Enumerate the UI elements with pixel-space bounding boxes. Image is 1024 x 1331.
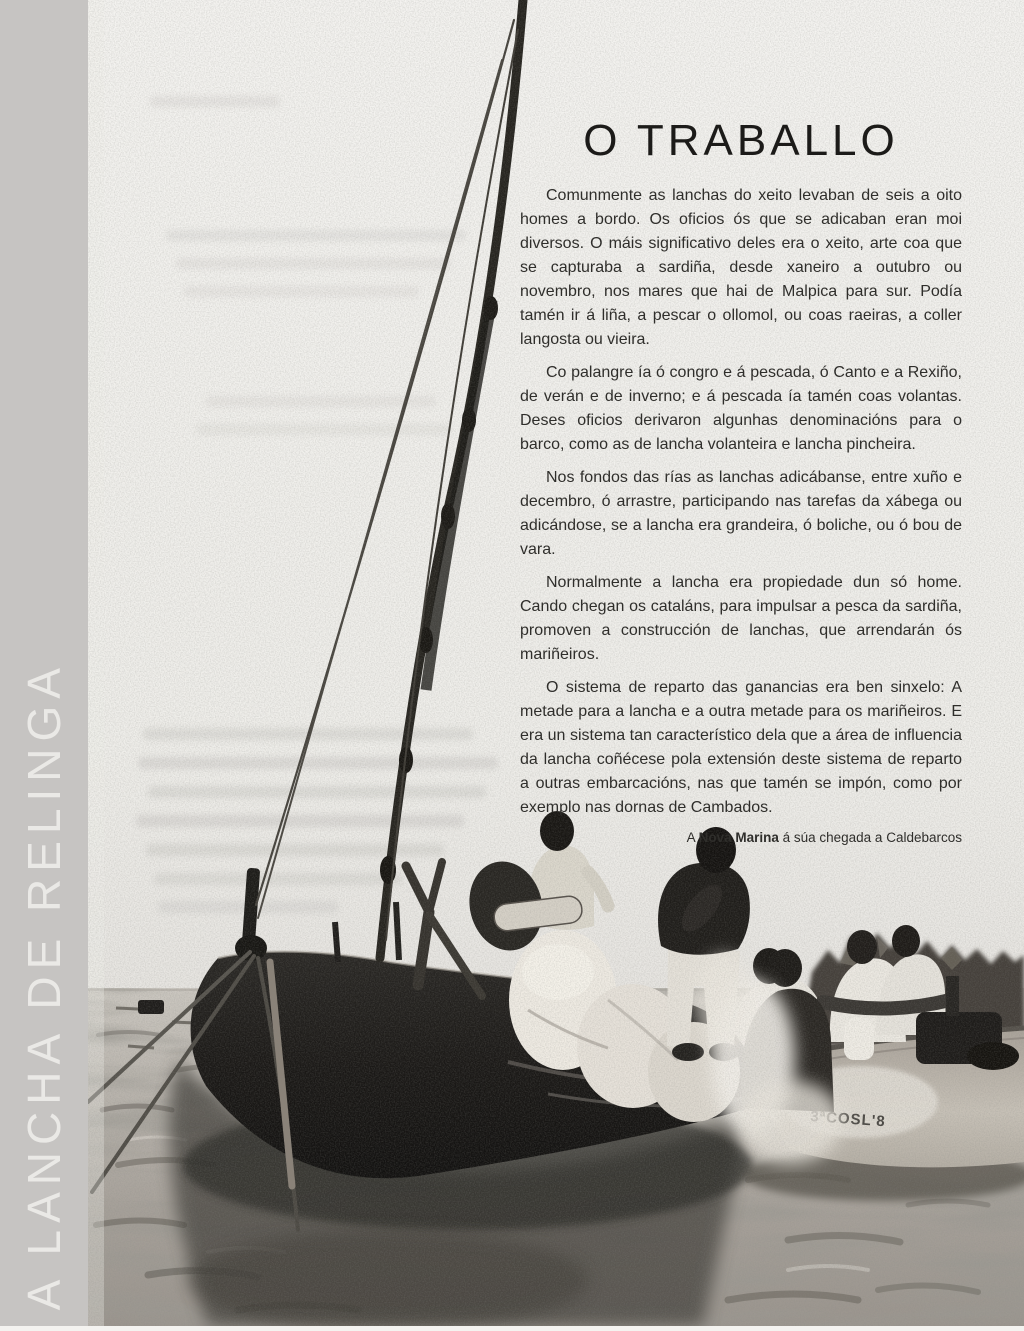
paragraph-2: Co palangre ía ó congro e á pescada, ó Canto e a Rexiño, de verán e de inverno; e á pescada ía tamén coas volantas. Deses oficios derivaron algunhas denominacións para o barco, como as de lancha volanteira e lancha pincheira. [520, 364, 962, 453]
paragraph-5: O sistema de reparto das ganancias era ben sinxelo: A metade para a lancha e a outra metade para os mariñeiros. E era un sistema tan característico dela que a área de influencia da lancha coñécese pola extensión deste sistema de reparto a outras embarcacións, nas que tamén se impón, como por exemplo nas dornas de Cambados. [520, 679, 962, 816]
sidebar-chapter-label: A LANCHA DE RELINGA [18, 660, 70, 1310]
caption-prefix: A [686, 830, 699, 845]
caption-boat-name: Nova Marina [698, 830, 779, 845]
paragraph-4: Normalmente a lancha era propiedade dun só home. Cando chegan os cataláns, para impulsar a pesca da sardiña, promoven a construcción de lanchas, que arrendarán ós mariñeiros. [520, 574, 962, 663]
photo-caption [520, 829, 962, 846]
sidebar [0, 0, 88, 1326]
article [520, 116, 962, 846]
paragraph-3: Nos fondos das rías as lanchas adicábanse, entre xuño e decembro, ó arrastre, participando nas tarefas da xábega ou adicándose, se a lancha era grandeira, ó boliche, ou ó bou de vara. [520, 469, 962, 558]
caption-suffix: á súa chegada a Caldebarcos [778, 830, 962, 845]
page-title: O TRABALLO [583, 116, 899, 165]
paragraph-1: Comunmente as lanchas do xeito levaban de seis a oito homes a bordo. Os oficios ós que se adicaban eran moi diversos. O máis significativo deles era o xeito, arte coa que se capturaba a sardiña, desde xaneiro a outubro ou novembro, nos mares que hai de Malpica para sur. Podía tamén ir á liña, a pescar o ollomol, ou coas raeiras, a coller langosta ou vieira. [520, 187, 962, 348]
